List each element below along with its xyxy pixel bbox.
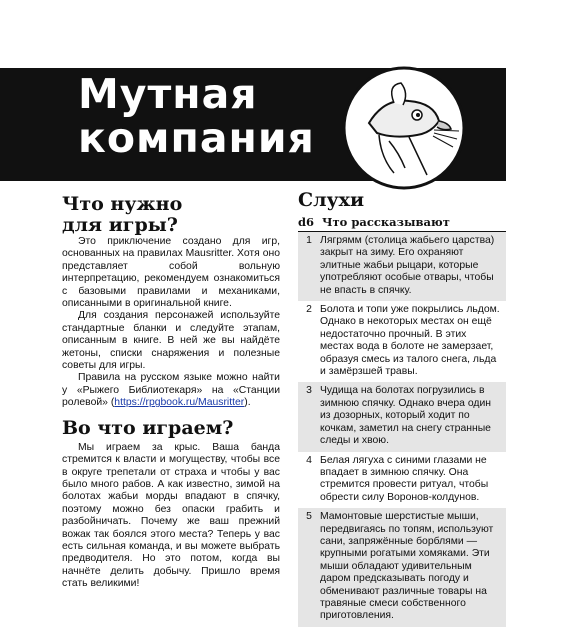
- page-title: [78, 72, 315, 160]
- text-column-header: Что рассказывают: [322, 215, 450, 229]
- section-title-premise: Во что играем?: [62, 416, 234, 439]
- paragraph-intro: Это приключение создано для игр, основанных на правилах Mausritter. Хотя оно представляет собой вольную интерпретацию, рекомендуем ознакомиться с базовыми правилами и механиками, описанными в оригинальной книге.: [62, 236, 280, 310]
- rumor-row: 2 Болота и топи уже покрылись льдом. Однако в некоторых местах он ещё недостаточно прочный. В этих местах вода в болоте не замерзает, образуя смесь из талого снега, льда и замёрзшей травы.: [306, 304, 500, 378]
- title-line-1: Мутная: [78, 70, 258, 118]
- rumor-row: 3 Чудища на болотах погрузились в зимнюю спячку. Однако вчера один из дозорных, который ходит по кочкам, заметил на снегу странные следы и хвою.: [298, 382, 506, 451]
- paragraph-characters: Для создания персонажей используйте стандартные бланки и следуйте этапам, описанным в книге. В ней же вы найдёте жетоны, списки снаряжения и полезные советы для игры.: [62, 310, 280, 372]
- title-line-2: компания: [78, 114, 315, 162]
- rumor-row: 4 Белая лягуха с синими глазами не впадает в зимнюю спячку. Она стремится провести ритуал, чтобы обрести силу Воронов-колдунов.: [306, 454, 489, 503]
- section-title-requirements: Что нужно для игры?: [62, 193, 183, 236]
- rumors-title: Слухи: [298, 189, 365, 211]
- left-column: [62, 190, 280, 591]
- paragraph-rules-link: Правила на русском языке можно найти у «Рыжего Библиотекаря» на «Станции ролевой» (https://rpgbook.ru/Mausritter).: [62, 372, 280, 409]
- rumor-row: 5 Мамонтовые шерстистые мыши, передвигаясь по топям, используют сани, запряжённые борблями — крупными рогатыми хомяками. Эти мыши обладают удивительным даром предсказывать погоду и обменивают различные товары на травяные смеси собственного приготовления.: [298, 508, 506, 627]
- die-column-header: d6: [298, 215, 315, 229]
- rumors-table-header: [298, 215, 506, 232]
- rumor-row: 1 Лягрямм (столица жабьего царства) закрыт на зиму. Его охраняют элитные жабьи рыцари, которые употребляют особые отвары, чтобы не впасть в спячку.: [298, 232, 506, 301]
- rat-illustration: [339, 63, 469, 193]
- rpgbook-link[interactable]: https://rpgbook.ru/Mausritter: [114, 397, 245, 409]
- right-column: [298, 190, 506, 627]
- rumors-table: [298, 232, 506, 627]
- paragraph-premise: Мы играем за крыс. Ваша банда стремится к власти и могуществу, чтобы все в округе трепетали от страха и чтобы у вас было много рабов. А как известно, зимой на болотах жабьи морды впадают в спячку, поэтому можно без опаски грабить и разбойничать. Почему же ваш прежний вожак так боялся этого места? Теперь у вас есть сильная команда, и вы можете выбрать предводителя. Но это потом, когда вы начнёте делить добычу. Пришло время стать великими!: [62, 441, 280, 590]
